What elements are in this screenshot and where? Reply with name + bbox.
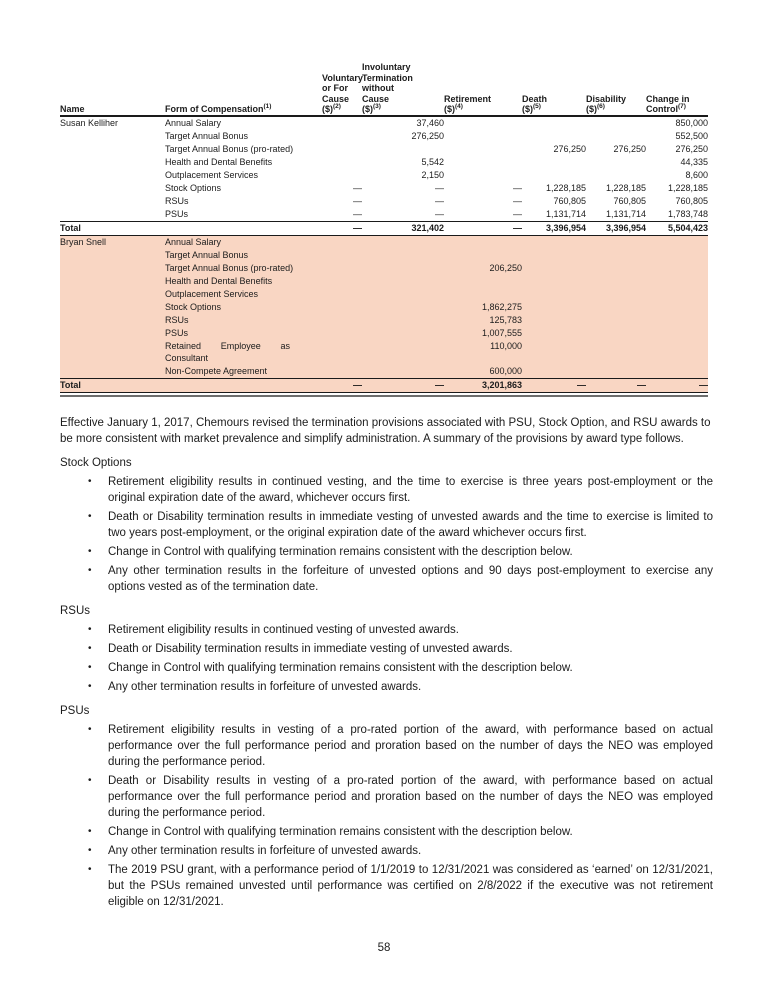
bullet-text: Any other termination results in forfeiture of unvested awards. (108, 680, 422, 693)
name-cell (60, 301, 165, 314)
value-cell-dis (586, 301, 646, 314)
bullet-dot-icon: • (88, 774, 92, 786)
bullet-text: Death or Disability results in vesting of a pro-rated portion of the award, with performance based on actual performance over the full performance period and proration based on the number of days the NEO was employed during the performance period. (108, 774, 713, 819)
bullet-text: Retirement eligibility results in vesting of a pro-rated portion of the award, with performance based on actual performance over the full performance period and proration based on the number of days the NEO was employed during the performance period. (108, 723, 713, 768)
value-cell-cic (646, 327, 708, 340)
name-cell (60, 156, 165, 169)
name-cell (60, 143, 165, 156)
bullet-item (60, 773, 713, 821)
value-cell-dis (586, 327, 646, 340)
bullet-item (60, 824, 713, 840)
bullet-text: Change in Control with qualifying termination remains consistent with the description below. (108, 545, 573, 558)
value-cell-ret (444, 235, 522, 249)
form-cell: Annual Salary (165, 235, 322, 249)
bullet-text: Any other termination results in forfeiture of unvested awards. (108, 844, 422, 857)
form-cell: Target Annual Bonus (165, 130, 249, 141)
header-text: ($) (444, 104, 455, 114)
value-cell-dis (586, 262, 646, 275)
column-header-disability (586, 62, 646, 116)
total-label: Total (60, 378, 322, 392)
value-cell-inv: 276,250 (411, 130, 444, 141)
value-cell-dis (586, 156, 646, 169)
footnote-marker-icon: (6) (597, 103, 605, 110)
value-cell-ret (444, 249, 522, 262)
value-cell-inv (362, 340, 444, 365)
value-cell-inv: — (435, 182, 444, 193)
table-row (60, 208, 708, 222)
form-cell: Non-Compete Agreement (165, 365, 322, 379)
table-row (60, 169, 708, 182)
value-cell-dis (586, 365, 646, 379)
footnote-marker-icon: (3) (373, 103, 381, 110)
value-cell-death (522, 275, 586, 288)
value-cell-inv (362, 275, 444, 288)
header-line: Death (522, 93, 548, 104)
form-cell (165, 340, 322, 365)
bullet-dot-icon: • (88, 661, 92, 673)
header-text: ($) (362, 104, 373, 114)
header-line: Termination (362, 72, 413, 83)
bullet-dot-icon: • (88, 475, 92, 487)
value-cell-ret (444, 116, 522, 130)
header-line (165, 104, 322, 115)
total-row (60, 221, 708, 235)
value-cell-cic (646, 314, 708, 327)
value-cell-death: 1,228,185 (545, 182, 586, 193)
value-cell-cic: 276,250 (675, 143, 708, 154)
value-cell-dis (586, 275, 646, 288)
value-cell-vol (322, 116, 362, 130)
value-cell-inv (362, 262, 444, 275)
value-cell-vol: — (353, 208, 362, 219)
value-cell-inv (362, 365, 444, 379)
value-cell-death (522, 365, 586, 379)
bullet-item (60, 509, 713, 541)
name-cell: Bryan Snell (60, 235, 165, 249)
value-cell-cic (646, 262, 708, 275)
form-cell: PSUs (165, 327, 322, 340)
form-cell: Annual Salary (165, 117, 222, 128)
value-cell-inv (362, 249, 444, 262)
form-cell: RSUs (165, 195, 189, 206)
table-row (60, 130, 708, 143)
value-cell-inv (362, 288, 444, 301)
bullet-dot-icon: • (88, 680, 92, 692)
form-cell: Target Annual Bonus (165, 249, 322, 262)
total-value-dis: — (586, 378, 646, 392)
column-header-change-in-control (646, 62, 708, 116)
name-cell: Susan Kelliher (60, 117, 119, 128)
table-row (60, 340, 708, 365)
value-cell-death (522, 130, 586, 143)
value-cell-death (522, 235, 586, 249)
name-cell (60, 208, 165, 222)
name-cell (60, 365, 165, 379)
value-cell-inv: 2,150 (421, 169, 444, 180)
bullet-text: Death or Disability termination results in immediate vesting of unvested awards. (108, 642, 513, 655)
bullet-item (60, 660, 713, 676)
form-line: Consultant (165, 353, 209, 363)
section-heading-rsus: RSUs (60, 604, 91, 617)
value-cell-ret: 1,007,555 (444, 327, 522, 340)
name-cell (60, 288, 165, 301)
table-row (60, 314, 708, 327)
value-cell-ret (444, 130, 522, 143)
value-cell-ret (444, 143, 522, 156)
value-cell-vol (322, 130, 362, 143)
form-cell: RSUs (165, 314, 322, 327)
name-cell (60, 249, 165, 262)
total-value-inv: 321,402 (362, 221, 444, 235)
provision-sections (60, 455, 713, 910)
value-cell-dis (586, 169, 646, 182)
footnote-marker-icon: (4) (455, 103, 463, 110)
value-cell-death (522, 116, 586, 130)
form-word: as (280, 340, 290, 351)
value-cell-cic (646, 340, 708, 365)
column-header-form-of-compensation (165, 62, 322, 116)
header-text: Control (646, 104, 678, 114)
value-cell-vol: — (353, 195, 362, 206)
total-value-dis: 3,396,954 (586, 221, 646, 235)
bullet-dot-icon: • (88, 723, 92, 735)
name-cell (60, 195, 165, 208)
bullet-dot-icon: • (88, 623, 92, 635)
bullet-dot-icon: • (88, 545, 92, 557)
value-cell-dis (586, 130, 646, 143)
bullet-text: Any other termination results in the forfeiture of unvested options and 90 days post-employment to exercise any options vested as of the termination date. (108, 564, 713, 593)
name-cell (60, 130, 165, 143)
header-line (322, 104, 362, 115)
intro-paragraph: Effective January 1, 2017, Chemours revised the termination provisions associated with PSU, Stock Option, and RSU awards to be more consistent with market prevalence and simplify administration. A summary of the provisions by award type follows. (60, 416, 711, 445)
table-row (60, 116, 708, 130)
bullet-item (60, 843, 713, 859)
bullet-dot-icon: • (88, 642, 92, 654)
name-cell (60, 314, 165, 327)
value-cell-inv: 5,542 (421, 156, 444, 167)
value-cell-dis (586, 116, 646, 130)
total-value-ret: 3,201,863 (444, 378, 522, 392)
value-cell-inv: — (435, 195, 444, 206)
page-content (60, 0, 713, 910)
value-cell-vol (322, 235, 362, 249)
header-line: or For (322, 83, 348, 93)
header-line: Cause (362, 93, 390, 104)
total-value-cic: — (646, 378, 708, 392)
bullet-dot-icon: • (88, 825, 92, 837)
value-cell-ret: — (513, 195, 522, 206)
table-row (60, 156, 708, 169)
value-cell-ret: 110,000 (444, 340, 522, 365)
table-row (60, 288, 708, 301)
value-cell-cic: 1,228,185 (667, 182, 708, 193)
value-cell-cic: 44,335 (680, 156, 708, 167)
bullet-item (60, 862, 713, 910)
table-row (60, 301, 708, 314)
total-value-death: — (522, 378, 586, 392)
value-cell-death: 276,250 (553, 143, 586, 154)
header-text: ($) (586, 104, 597, 114)
form-cell: Outplacement Services (165, 169, 259, 180)
table-row (60, 182, 708, 195)
value-cell-vol (322, 340, 362, 365)
value-cell-cic (646, 288, 708, 301)
value-cell-dis (586, 235, 646, 249)
table-header-row (60, 62, 708, 116)
table-row (60, 143, 708, 156)
form-cell: Stock Options (165, 182, 222, 193)
page-number: 58 (377, 942, 391, 954)
bullet-item (60, 722, 713, 770)
section-heading-stock-options: Stock Options (60, 456, 132, 469)
value-cell-death (522, 262, 586, 275)
value-cell-dis: 760,805 (613, 195, 646, 206)
value-cell-dis (586, 249, 646, 262)
table-row (60, 327, 708, 340)
value-cell-cic (646, 249, 708, 262)
value-cell-vol (322, 275, 362, 288)
value-cell-inv (362, 235, 444, 249)
bullet-text: Retirement eligibility results in continued vesting of unvested awards. (108, 623, 459, 636)
total-value-vol: — (322, 221, 362, 235)
header-line: Involuntary (362, 62, 411, 72)
value-cell-dis: 1,131,714 (605, 208, 646, 219)
value-cell-death (522, 169, 586, 182)
table-row (60, 195, 708, 208)
name-cell (60, 182, 165, 195)
form-cell: Outplacement Services (165, 288, 322, 301)
form-cell: Health and Dental Benefits (165, 156, 273, 167)
value-cell-ret (444, 156, 522, 169)
value-cell-vol (322, 365, 362, 379)
value-cell-cic: 850,000 (675, 117, 708, 128)
footnote-marker-icon: (2) (333, 103, 341, 110)
table-row (60, 275, 708, 288)
footnote-marker-icon: (1) (263, 103, 272, 110)
header-line: Cause (322, 93, 350, 104)
value-cell-ret: — (513, 182, 522, 193)
value-cell-ret: 1,862,275 (444, 301, 522, 314)
value-cell-cic (646, 365, 708, 379)
header-text: ($) (322, 104, 333, 114)
value-cell-cic (646, 275, 708, 288)
section-heading-psus: PSUs (60, 704, 90, 717)
value-cell-vol (322, 262, 362, 275)
value-cell-inv (362, 143, 444, 156)
name-cell (60, 262, 165, 275)
total-value-inv: — (362, 378, 444, 392)
value-cell-ret: 600,000 (444, 365, 522, 379)
form-justified-line (165, 340, 290, 353)
value-cell-vol (322, 288, 362, 301)
value-cell-dis (586, 314, 646, 327)
header-text: ($) (522, 104, 533, 114)
value-cell-cic (646, 301, 708, 314)
bullet-text: Death or Disability termination results in immediate vesting of unvested awards and the time to exercise is limited to two years post-employment, or the original expiration date of the award whichever occurs first. (108, 510, 713, 539)
value-cell-vol (322, 143, 362, 156)
value-cell-death: 760,805 (553, 195, 586, 206)
total-value-cic: 5,504,423 (646, 221, 708, 235)
header-line (444, 104, 522, 115)
header-text: Form of Compensation (165, 104, 264, 114)
value-cell-vol (322, 156, 362, 169)
header-line: Voluntary (322, 72, 363, 83)
value-cell-cic: 760,805 (675, 195, 708, 206)
bullet-text: Change in Control with qualifying termination remains consistent with the description below. (108, 661, 573, 674)
name-cell (60, 327, 165, 340)
value-cell-ret (444, 169, 522, 182)
header-line: Name (60, 104, 85, 114)
form-cell: Health and Dental Benefits (165, 275, 322, 288)
value-cell-ret (444, 288, 522, 301)
value-cell-vol: — (353, 182, 362, 193)
value-cell-death (522, 314, 586, 327)
value-cell-dis (586, 340, 646, 365)
value-cell-death (522, 249, 586, 262)
table-row (60, 262, 708, 275)
bullet-text: Change in Control with qualifying termination remains consistent with the description below. (108, 825, 573, 838)
column-header-involuntary-termination-without-cause (362, 62, 444, 116)
header-line: Disability (586, 93, 627, 104)
bullet-item (60, 474, 713, 506)
name-cell (60, 340, 165, 365)
value-cell-death (522, 301, 586, 314)
value-cell-ret (444, 275, 522, 288)
value-cell-ret: 206,250 (444, 262, 522, 275)
value-cell-cic: 1,783,748 (667, 208, 708, 219)
total-row (60, 378, 708, 392)
value-cell-inv: 37,460 (416, 117, 444, 128)
bullet-item (60, 544, 713, 560)
table-row (60, 249, 708, 262)
value-cell-death (522, 156, 586, 169)
exec-section-susan-kelliher (60, 116, 708, 236)
form-word: Retained (165, 340, 202, 351)
form-word: Employee (220, 340, 261, 351)
value-cell-ret: — (513, 208, 522, 219)
value-cell-inv: — (435, 208, 444, 219)
value-cell-dis: 276,250 (613, 143, 646, 154)
table-row (60, 235, 708, 249)
bullet-item (60, 622, 713, 638)
value-cell-dis: 1,228,185 (605, 182, 646, 193)
exec-section-bryan-snell (60, 235, 708, 392)
value-cell-inv (362, 301, 444, 314)
termination-compensation-table (60, 62, 708, 392)
value-cell-death: 1,131,714 (545, 208, 586, 219)
value-cell-death (522, 340, 586, 365)
value-cell-cic: 552,500 (675, 130, 708, 141)
total-value-death: 3,396,954 (522, 221, 586, 235)
bullet-item (60, 679, 713, 695)
value-cell-inv (362, 314, 444, 327)
name-cell (60, 169, 165, 182)
value-cell-vol (322, 314, 362, 327)
bullet-text: Retirement eligibility results in continued vesting, and the time to exercise is three years post-employment or the original expiration date of the award, whichever occurs first. (108, 475, 713, 504)
total-value-vol: — (322, 378, 362, 392)
value-cell-cic (646, 235, 708, 249)
value-cell-vol (322, 301, 362, 314)
footnote-marker-icon: (5) (533, 103, 541, 110)
column-header-retirement (444, 62, 522, 116)
header-line (362, 104, 444, 115)
footnote-marker-icon: (7) (678, 103, 686, 110)
form-cell: Stock Options (165, 301, 322, 314)
value-cell-death (522, 327, 586, 340)
value-cell-death (522, 288, 586, 301)
table-row (60, 365, 708, 379)
header-line (522, 104, 586, 115)
bullet-text: The 2019 PSU grant, with a performance period of 1/1/2019 to 12/31/2021 was considered as ‘earned’ on 12/31/2021, but the PSUs remained unvested until performance was certified on 2/8/2022 if the executive was not retirement eligible on 12/31/2021. (108, 863, 713, 908)
total-value-ret: — (444, 221, 522, 235)
value-cell-ret: 125,783 (444, 314, 522, 327)
value-cell-vol (322, 327, 362, 340)
value-cell-vol (322, 169, 362, 182)
table-header (60, 62, 708, 116)
value-cell-cic: 8,600 (685, 169, 708, 180)
header-line: Change in (646, 93, 690, 104)
header-line: Retirement (444, 93, 492, 104)
bullet-dot-icon: • (88, 564, 92, 576)
bullet-dot-icon: • (88, 863, 92, 875)
bullet-dot-icon: • (88, 510, 92, 522)
name-cell (60, 275, 165, 288)
table-bottom-rule (60, 392, 708, 397)
bullet-item (60, 641, 713, 657)
bullet-dot-icon: • (88, 844, 92, 856)
header-line (586, 104, 646, 115)
total-label: Total (60, 221, 322, 235)
header-line (646, 104, 708, 115)
column-header-name (60, 62, 165, 116)
bullet-item (60, 563, 713, 595)
header-line: without (362, 83, 394, 93)
form-cell: PSUs (165, 208, 189, 219)
value-cell-dis (586, 288, 646, 301)
form-cell: Target Annual Bonus (pro-rated) (165, 262, 322, 275)
value-cell-vol (322, 249, 362, 262)
value-cell-inv (362, 327, 444, 340)
column-header-death (522, 62, 586, 116)
form-cell: Target Annual Bonus (pro-rated) (165, 143, 294, 154)
column-header-voluntary-or-for-cause (322, 62, 362, 116)
